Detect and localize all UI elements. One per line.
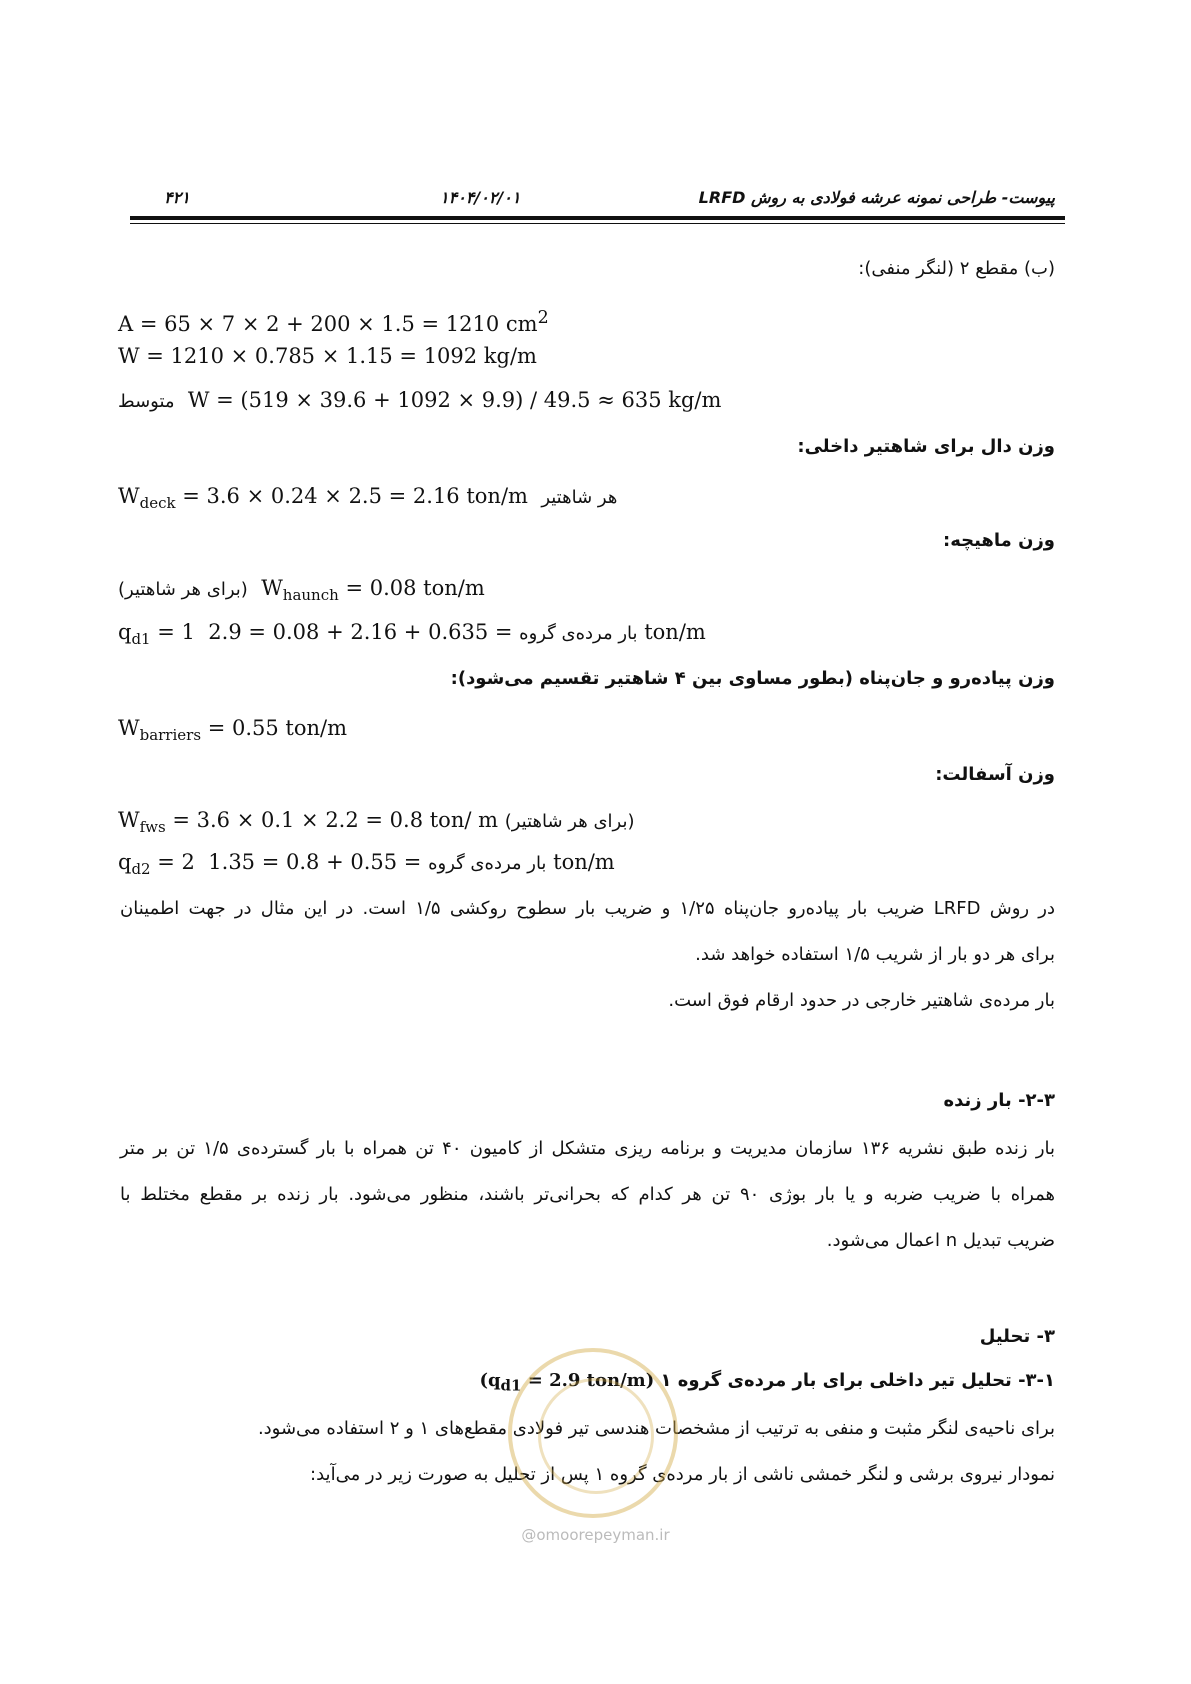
load-factor-paragraph: در روش LRFD ضریب بار پیاده‌رو جان‌پناه ۱/۲۵ و ضریب بار سطوح روکشی ۱/۵ است. در این مثال در جهت اطمینان برای هر دو بار از شریب ۱/۵ استفاده خواهد شد. بار مرده‌ی شاهتیر خارجی در حدود ارقام فوق است. — [120, 898, 1056, 1011]
header-rule-thick — [130, 216, 1065, 220]
page-number: ۴۲۱ — [164, 188, 190, 207]
fws-equation: $W_{fws} = 3.6 \times 0.1 \times 2.2 = 0.8$ ton/ m (برای هر شاهتیر) — [118, 808, 635, 837]
interior-beam-analysis-heading: ۳-۱- تحلیل تیر داخلی برای بار مرده‌ی گروه ۱ ($q_{d1} = 2.9$ ton/m) — [479, 1370, 1055, 1395]
live-load-paragraph: بار زنده طبق نشریه ۱۳۶ سازمان مدیریت و برنامه ریزی متشکل از کامیون ۴۰ تن همراه با بار گسترده‌ی ۱/۵ تن بر متر همراه با ضریب ضربه و یا بار بوژی ۹۰ تن هر کدام که بحرانی‌تر باشند، منظور می‌شود. بار زنده بر مقطع مختلط با ضریب تبدیل n اعمال می‌شود. — [120, 1138, 1055, 1251]
section-b-label: (ب) مقطع ۲ (لنگر منفی): — [858, 258, 1055, 279]
area-equation: A = 65 × 7 × 2 + 200 × 1.5 = 1210 $cm^2$ — [118, 308, 549, 336]
deck-weight-heading: وزن دال برای شاهتیر داخلی: — [797, 436, 1055, 457]
watermark-seal — [508, 1348, 678, 1518]
deck-equation: $W_{deck} = 3.6 \times 0.24 \times 2.5 = 2.16$ ton/m هر شاهتیر — [118, 484, 618, 513]
haunch-heading: وزن ماهیچه: — [943, 530, 1055, 551]
barrier-weight-heading: وزن پیاده‌رو و جان‌پناه (بطور مساوی بین ۴ شاهتیر تقسیم می‌شود): — [450, 668, 1055, 689]
analysis-paragraph: برای ناحیه‌ی لنگر مثبت و منفی به ترتیب از مشخصات هندسی تیر فولادی مقطع‌های ۱ و ۲ استفاده می‌شود. نمودار نیروی برشی و لنگر خمشی ناشی از بار مرده‌ی گروه ۱ پس از تحلیل به صورت زیر در می‌آید: — [257, 1418, 1055, 1485]
dead-load-group2-equation: $q_{d2} = 2$ بار مرده‌ی گروه = 0.55 + 0.8 = 1.35 ton/m — [118, 850, 615, 879]
live-load-heading: ۲-۳- بار زنده — [943, 1090, 1055, 1111]
asphalt-heading: وزن آسفالت: — [935, 764, 1055, 785]
header-title: پیوست- طراحی نمونه عرشه فولادی به روش LRFD — [698, 188, 1055, 207]
watermark-text: @omoorepeyman.ir — [521, 1526, 670, 1544]
average-weight-equation: متوسط W = (519 × 39.6 + 1092 × 9.9) / 49.5 ≈ 635 kg/m — [118, 388, 722, 412]
analysis-heading: ۳- تحلیل — [979, 1326, 1055, 1347]
weight-equation: W = 1210 × 0.785 × 1.15 = 1092 kg/m — [118, 344, 537, 368]
dead-load-group1-equation: $q_{d1} = 1$ بار مرده‌ی گروه = 0.635 + 2.16 + 0.08 = 2.9 ton/m — [118, 620, 706, 649]
haunch-equation: (برای هر شاهتیر) $W_{haunch} = 0.08$ ton/m — [118, 576, 485, 605]
barriers-equation: $W_{barriers} = 0.55$ ton/m — [118, 716, 348, 745]
header-date: ۱۴۰۴/۰۲/۰۱ — [440, 188, 521, 207]
header-rule-thin — [130, 223, 1065, 224]
